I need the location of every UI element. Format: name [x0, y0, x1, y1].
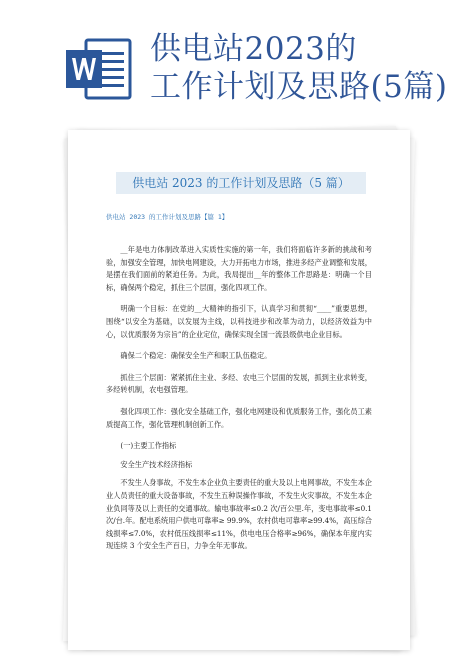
- paragraph: 确保二个稳定：确保安全生产和职工队伍稳定。: [120, 351, 272, 361]
- title-line-2: 工作计划及思路(5篇): [150, 69, 448, 105]
- document-title: 供电站 2023 的工作计划及思路（5 篇）: [116, 172, 366, 194]
- header-banner: [0, 0, 474, 118]
- document-body: [106, 244, 372, 562]
- paragraph: 不发生人身事故，不发生本企业负主要责任的重大及以上电网事故，不发生本企业人员责任的重大设备事故，不发生五种误操作事故，不发生火灾事故，不发生本企业负同等及以上责任的交通事故。输电事故率≤0.2 次/百公里.年，变电事故率≤0.1 次/台.年。配电系统用户供电可靠率≥ 99.9%，农村供电可靠率≥99.4%，高压综合线损率≤7.0%，农村低压线损率≤11%，供电电压合格率≥96%，确保本年度内实现连续 3 个安全生产百日，力争全年无事故。: [106, 478, 372, 551]
- paragraph: 明确一个目标：在党的__大精神的指引下，认真学习和贯彻“____”重要思想，围绕“以安全为基础，以发展为主线，以科技进步和改革为动力，以经济效益为中心，以优质服务为宗旨”的企业定位，确保实现全国一流县级供电企业目标。: [106, 304, 372, 339]
- document-subtitle: 供电站 2023 的工作计划及思路【篇 1】: [106, 213, 229, 221]
- paragraph: __年是电力体制改革进入实质性实施的第一年，我们将面临许多新的挑战和考验，加强安全管理，加快电网建设，大力开拓电力市场，推进多经产业调整和发展，是摆在我们面前的紧迫任务。为此，我局提出__年的整体工作思路是：明确一个目标，确保两个稳定，抓住三个层面，强化四项工作。: [106, 245, 372, 292]
- section-heading: (一)主要工作指标: [120, 441, 177, 451]
- paragraph: 抓住三个层面：紧紧抓住主业、多经、农电三个层面的发展，抓到主业求转变，多经转机制，农电强管理。: [106, 372, 372, 395]
- page-title: [150, 30, 470, 106]
- document-page: [68, 130, 410, 650]
- subsection-heading: 安全生产技术经济指标: [120, 459, 193, 469]
- paragraph: 强化四项工作：强化安全基础工作，强化电网建设和优质服务工作，强化员工素质提高工作，强化管理机制创新工作。: [106, 406, 372, 429]
- title-line-1: 供电站2023的: [150, 31, 357, 67]
- word-document-icon: [66, 38, 132, 100]
